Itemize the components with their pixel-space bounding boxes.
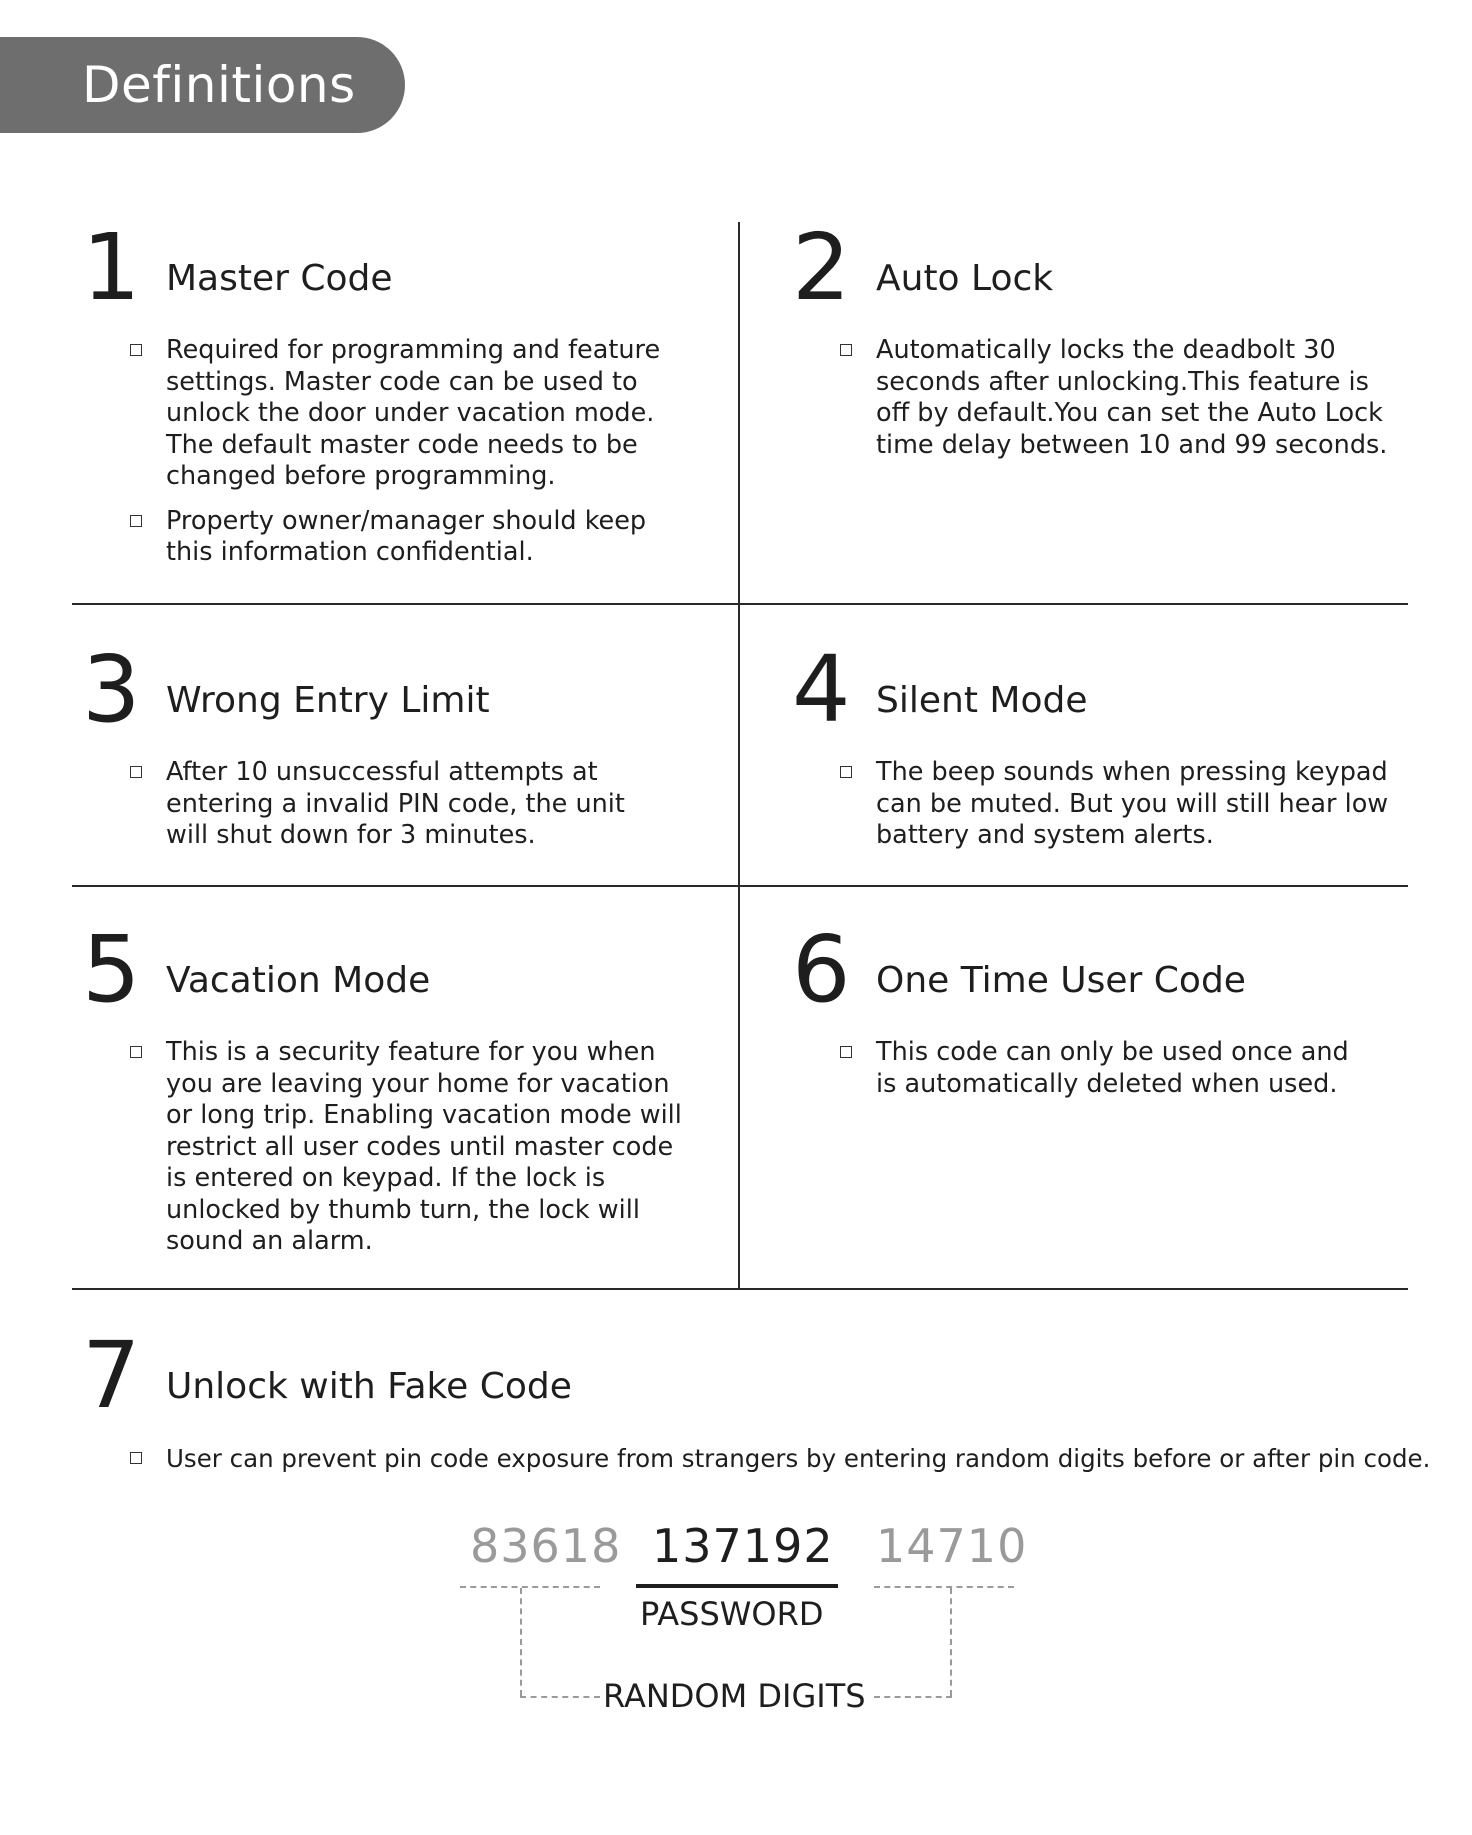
password-underline (636, 1584, 838, 1588)
column-divider-middle (738, 604, 740, 886)
section-number: 6 (792, 916, 851, 1023)
section-title: Silent Mode (876, 680, 1088, 721)
bullet-square-icon (840, 1046, 852, 1058)
row-divider-1 (72, 603, 1408, 605)
bullet-square-icon (130, 344, 142, 356)
definitions-banner: Definitions (0, 37, 405, 133)
list-item: Property owner/manager should keep this information confidential. (166, 506, 686, 569)
bullet-square-icon (130, 1046, 142, 1058)
bracket-bottom-left (520, 1696, 600, 1698)
bullet-square-icon (130, 515, 142, 527)
section-number: 1 (82, 214, 141, 321)
row-divider-2 (72, 885, 1408, 887)
random-digits-label: RANDOM DIGITS (603, 1677, 866, 1715)
bullet-square-icon (130, 1452, 142, 1464)
bullet-list (876, 1037, 1376, 1113)
list-item: This code can only be used once and is automatically deleted when used. (876, 1037, 1376, 1100)
bullet-square-icon (840, 344, 852, 356)
bullet-list (166, 1443, 1472, 1488)
bracket-bottom-right (874, 1696, 952, 1698)
section-title: Auto Lock (876, 258, 1054, 299)
list-item: Required for programming and feature settings. Master code can be used to unlock the door under vacation mode. The default master code needs to be changed before programming. (166, 335, 686, 493)
section-title: Master Code (166, 258, 393, 299)
section-number: 4 (792, 636, 851, 743)
section-number: 2 (792, 214, 851, 321)
section-number: 5 (82, 916, 141, 1023)
section-title: Unlock with Fake Code (166, 1366, 572, 1407)
section-title: Wrong Entry Limit (166, 680, 490, 721)
random-digits-before: 83618 (470, 1519, 622, 1573)
bullet-list (876, 757, 1396, 865)
column-divider-bottom (738, 886, 740, 1288)
bracket-right (950, 1588, 952, 1696)
bullet-list (876, 335, 1396, 474)
list-item: User can prevent pin code exposure from strangers by entering random digits before or after pin code. (166, 1443, 1472, 1475)
random-after-underline (874, 1586, 1014, 1588)
list-item: The beep sounds when pressing keypad can be muted. But you will still hear low battery and system alerts. (876, 757, 1396, 852)
bullet-list (166, 1037, 686, 1271)
list-item: After 10 unsuccessful attempts at entering a invalid PIN code, the unit will shut down for 3 minutes. (166, 757, 666, 852)
list-item: Automatically locks the deadbolt 30 seconds after unlocking.This feature is off by default.You can set the Auto Lock time delay between 10 and 99 seconds. (876, 335, 1396, 461)
section-title: Vacation Mode (166, 960, 431, 1001)
password-label: PASSWORD (640, 1595, 824, 1633)
bullet-square-icon (130, 766, 142, 778)
password-digits: 137192 (652, 1519, 834, 1573)
random-digits-after: 14710 (876, 1519, 1028, 1573)
list-item: This is a security feature for you when you are leaving your home for vacation or long trip. Enabling vacation mode will restrict all user codes until master code is entered on keypad. If the lock is unlocked by thumb turn, the lock will sound an alarm. (166, 1037, 686, 1258)
section-number: 3 (82, 636, 141, 743)
section-title: One Time User Code (876, 960, 1246, 1001)
random-before-underline (460, 1586, 600, 1588)
bullet-list (166, 757, 666, 865)
column-divider-top (738, 222, 740, 604)
row-divider-3 (72, 1288, 1408, 1290)
bracket-left (520, 1588, 522, 1696)
bullet-square-icon (840, 766, 852, 778)
bullet-list (166, 335, 686, 582)
section-number: 7 (82, 1322, 141, 1429)
